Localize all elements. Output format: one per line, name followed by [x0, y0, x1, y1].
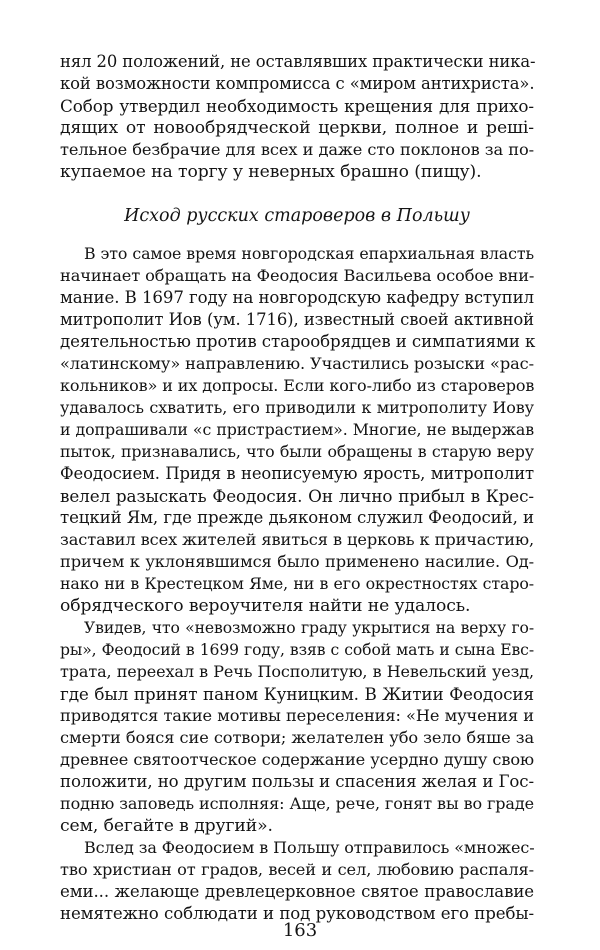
- text-line: сем, бегайте в другий».: [60, 816, 273, 836]
- text-line: древнее святоотческое содержание усердно душу свою: [60, 750, 534, 769]
- page-number: 163: [282, 920, 318, 941]
- text-line: и допрашивали «с пристрастием». Многие, не выдержав: [60, 420, 534, 439]
- text-line: «латинскому» направлению. Участились розыски «рас-: [60, 354, 534, 373]
- text-line: где был принят паном Куницким. В Житии Феодосия: [60, 684, 534, 704]
- text-line: мание. В 1697 году на новгородскую кафедру вступил: [60, 288, 534, 307]
- text-line: деятельностью против старообрядцев и симпатиями к: [60, 332, 536, 351]
- text-line: удавалось схватить, его приводили к митрополиту Иову: [60, 398, 534, 417]
- text-line: смерти бояся сие сотвори; желателен убо зело бяше за: [60, 728, 534, 747]
- text-line: нял 20 положений, не оставлявших практически ника-: [60, 52, 536, 71]
- text-line: Феодосием. Придя в неописуемую ярость, митрополит: [60, 464, 534, 483]
- text-line: немятежно соблюдати и под руководством его пребы-: [60, 904, 534, 923]
- text-line: пыток, признавались, что были обращены в старую веру: [60, 442, 534, 461]
- text-line: заставил всех жителей явиться в церковь к причастию,: [60, 530, 534, 549]
- text-line: купаемое на торгу у неверных брашно (пищу).: [60, 162, 482, 182]
- text-line: дящих от новообрядческой церкви, полное и решi-: [60, 118, 534, 138]
- text-line: тво христиан от градов, весей и сел, любовию распаля-: [60, 860, 534, 879]
- text-line: В это самое время новгородская епархиальная власть: [84, 244, 534, 263]
- text-line: ры», Феодосий в 1699 году, взяв с собой мать и сына Евс-: [60, 641, 534, 659]
- text-line: приводятся такие мотивы переселения: «Не мучения и: [60, 706, 534, 725]
- text-line: Собор утвердил необходимость крещения для прихо-: [60, 96, 534, 116]
- text-line: Вслед за Феодосием в Польшу отправилось «множес-: [84, 838, 535, 857]
- text-line: еми... желающе древлецерковное святое православие: [60, 882, 534, 901]
- text-line: подню заповедь исполняя: Аще, рече, гонят вы во граде: [60, 794, 534, 813]
- section-heading: Исход русских староверов в Польшу: [124, 206, 470, 226]
- text-line: митрополит Иов (ум. 1716), известный своей активной: [60, 310, 534, 329]
- text-line: Увидев, что «невозможно граду укрытися на верху го-: [84, 619, 534, 637]
- text-line: кольников» и их допросы. Если кого-либо из староверов: [60, 376, 535, 395]
- text-line: причем к уклонявшимся было применено насилие. Од-: [60, 552, 534, 571]
- text-line: положити, но другим пользы и спасения желая и Гос-: [60, 772, 534, 791]
- text-line: нако ни в Крестецком Яме, ни в его окрестностях старо-: [60, 574, 534, 593]
- text-line: начинает обращать на Феодосия Васильева особое вни-: [60, 266, 535, 285]
- text-line: трата, переехал в Речь Посполитую, в Невельский уезд,: [60, 662, 534, 681]
- text-line: обрядческого вероучителя найти не удалось.: [60, 596, 471, 616]
- text-line: тецкий Ям, где прежде дьяконом служил Феодосий, и: [60, 508, 534, 527]
- text-line: кой возможности компромисса с «миром антихриста».: [60, 74, 535, 93]
- text-line: тельное безбрачие для всех и даже сто поклонов за по-: [60, 140, 534, 159]
- text-line: велел разыскать Феодосия. Он лично прибыл в Крес-: [60, 486, 534, 506]
